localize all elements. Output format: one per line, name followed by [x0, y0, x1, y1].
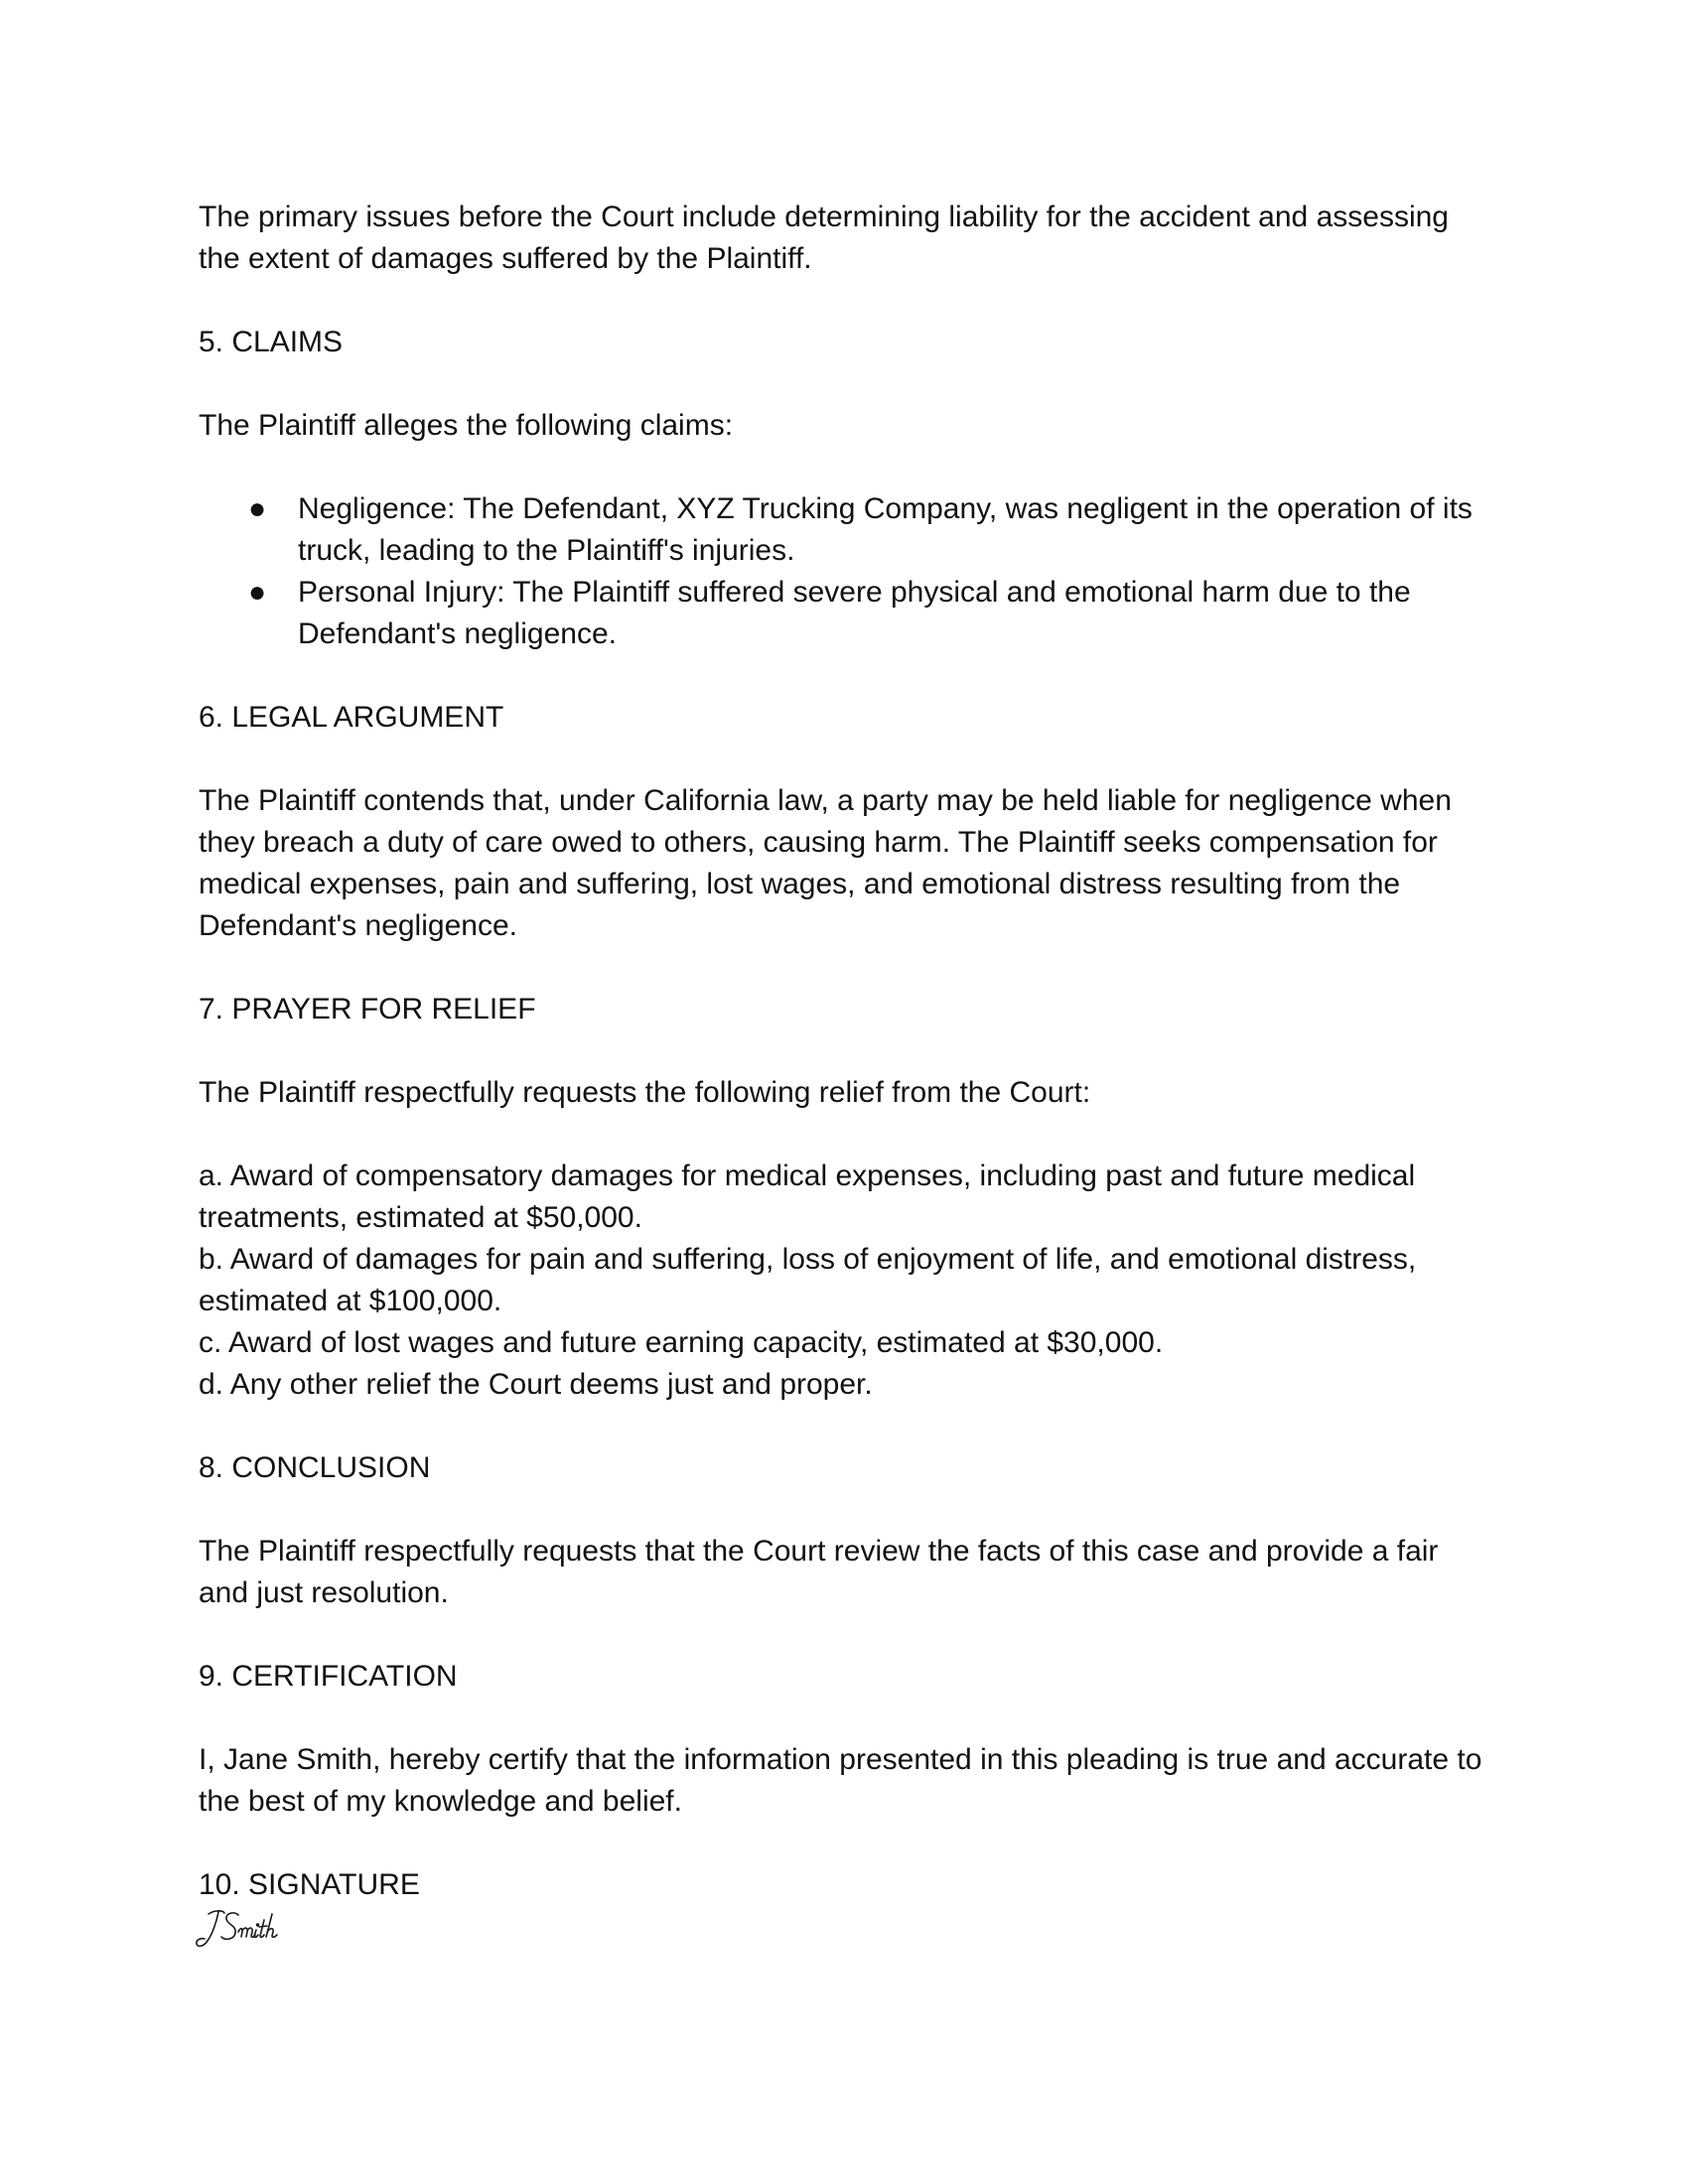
relief-item: a. Award of compensatory damages for medical expenses, including past and future medical treatments, estimated at $50,000. — [199, 1160, 1416, 1234]
document-body — [199, 197, 1489, 1966]
relief-item: b. Award of damages for pain and suffering, loss of enjoyment of life, and emotional distress, estimated at $100,000. — [199, 1243, 1417, 1317]
conclusion-paragraph: The Plaintiff respectfully requests that the Court review the facts of this case and provide a fair and just resolution. — [199, 1535, 1439, 1609]
legal-argument-paragraph: The Plaintiff contends that, under California law, a party may be held liable for negligence when they breach a duty of care owed to others, causing harm. The Plaintiff seeks compensation for medical expenses, pain and suffering, lost wages, and emotional distress resulting from the Defendant's negligence. — [199, 784, 1452, 942]
handwritten-signature — [195, 1906, 304, 1956]
claim-text: Personal Injury: The Plaintiff suffered severe physical and emotional harm due to the Defendant's negligence. — [298, 576, 1411, 650]
legal-argument-heading: 6. LEGAL ARGUMENT — [199, 701, 504, 734]
certification-paragraph: I, Jane Smith, hereby certify that the information presented in this pleading is true and accurate to the best of my knowledge and belief. — [199, 1743, 1482, 1818]
signature-block — [199, 1906, 1489, 1966]
list-item — [199, 572, 1489, 655]
list-item — [199, 488, 1489, 572]
relief-item: c. Award of lost wages and future earning capacity, estimated at $30,000. — [199, 1326, 1164, 1359]
prayer-heading: 7. PRAYER FOR RELIEF — [199, 993, 536, 1025]
signature-heading: 10. SIGNATURE — [199, 1868, 420, 1901]
relief-item: d. Any other relief the Court deems just and proper. — [199, 1368, 873, 1401]
bullet-icon: ● — [248, 576, 267, 609]
certification-heading: 9. CERTIFICATION — [199, 1660, 458, 1693]
claims-heading: 5. CLAIMS — [199, 326, 344, 358]
claim-text: Negligence: The Defendant, XYZ Trucking Company, was negligent in the operation of its truck, leading to the Plaintiff's injuries. — [298, 492, 1473, 567]
prayer-intro: The Plaintiff respectfully requests the following relief from the Court: — [199, 1076, 1091, 1109]
intro-paragraph: The primary issues before the Court include determining liability for the accident and assessing the extent of damages suffered by the Plaintiff. — [199, 201, 1449, 275]
claims-intro: The Plaintiff alleges the following claims: — [199, 409, 734, 442]
conclusion-heading: 8. CONCLUSION — [199, 1451, 431, 1484]
relief-list — [199, 1156, 1489, 1406]
claims-list — [199, 488, 1489, 655]
bullet-icon: ● — [248, 492, 267, 525]
